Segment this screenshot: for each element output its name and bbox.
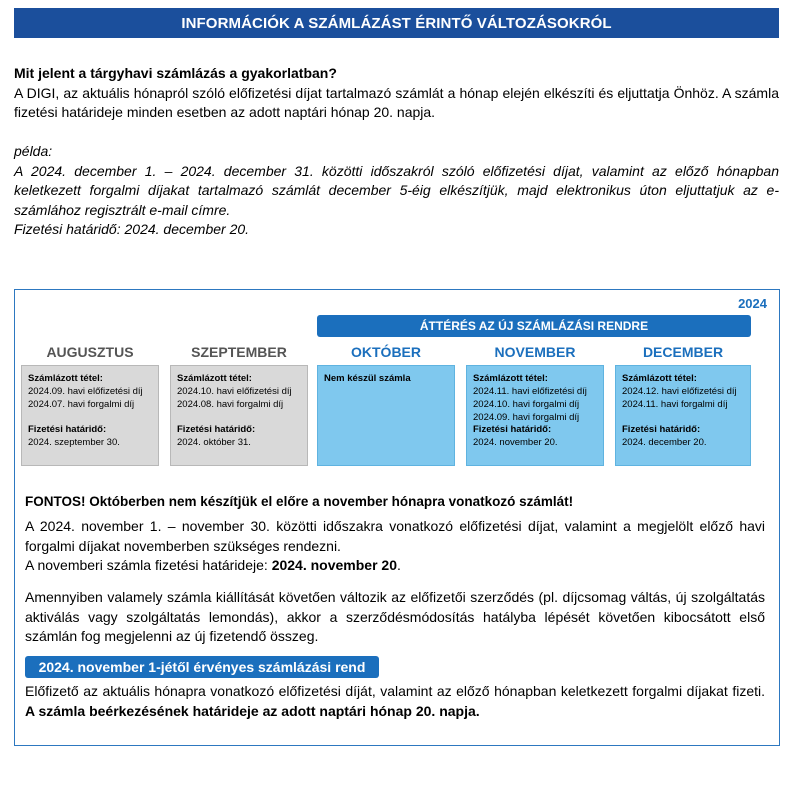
billed-item: 2024.09. havi előfizetési díj <box>28 386 143 397</box>
page-banner <box>14 8 779 38</box>
deadline-value: 2024. november 20. <box>473 437 558 448</box>
example-section <box>14 142 779 240</box>
billed-label: Számlázott tétel: <box>177 373 252 384</box>
intro-text: A DIGI, az aktuális hónapról szóló előfizetési díjat tartalmazó számlát a hónap elején elkészíti és eljuttatja Önhöz. A számla fizetési határideje minden esetben az adott naptári hónap 20. napja. <box>14 84 779 120</box>
month-card-november <box>466 365 604 466</box>
important-heading: FONTOS! Októberben nem készítjük el előre a november hónapra vonatkozó számlát! <box>25 494 574 509</box>
deadline-label: Fizetési határidő: <box>473 424 552 435</box>
intro-question: Mit jelent a tárgyhavi számlázás a gyakorlatban? <box>14 65 337 81</box>
billing-info-box <box>14 289 780 746</box>
billed-label: Számlázott tétel: <box>28 373 103 384</box>
deadline-date: 2024. november 20 <box>271 557 397 573</box>
billed-item: 2024.07. havi forgalmi díj <box>28 399 135 410</box>
new-rule-bold-text: A számla beérkezésének határideje az adott naptári hónap 20. napja. <box>25 702 480 719</box>
new-rule-label: 2024. november 1-jétől érvényes számlázási rend <box>38 659 366 675</box>
billed-item: 2024.08. havi forgalmi díj <box>177 399 284 410</box>
month-card-december <box>615 365 751 466</box>
deadline-label: Fizetési határidő: <box>622 424 701 435</box>
billed-item: 2024.11. havi előfizetési díj <box>473 386 587 397</box>
month-card-szeptember <box>170 365 308 466</box>
billed-label: Számlázott tétel: <box>622 373 697 384</box>
new-rule-banner <box>25 656 379 678</box>
new-rule-text: Előfizető az aktuális hónapra vonatkozó előfizetési díját, valamint az előző hónapban keletkezett forgalmi díjakat fizeti. <box>25 683 765 699</box>
deadline-label: Fizetési határidő: <box>28 424 107 435</box>
example-text: A 2024. december 1. – 2024. december 31. közötti időszakról szóló előfizetési díjat, valamint az előző hónapban keletkezett forgalmi díjakat tartalmazó számlát december 5-éig elkészítjük, majd elektronikus úton eljuttatjuk az e-számlához regisztrált e-mail címre. <box>14 162 779 218</box>
important-text: A 2024. november 1. – november 30. közötti időszakra vonatkozó előfizetési díjat, valamint a megjelölt előző havi forgalmi díjakat novemberben szükséges rendezni. <box>25 518 765 554</box>
month-title-november: NOVEMBER <box>494 344 576 360</box>
important-paragraph <box>25 517 765 576</box>
transition-banner <box>317 315 751 337</box>
billed-item: 2024.10. havi előfizetési díj <box>177 386 292 397</box>
month-title-december: DECEMBER <box>642 344 724 360</box>
billed-label: Számlázott tétel: <box>473 373 548 384</box>
month-title-augusztus: AUGUSZTUS <box>46 344 134 360</box>
deadline-value: 2024. december 20. <box>622 437 707 448</box>
contract-change-paragraph: Amennyiben valamely számla kiállítását követően változik az előfizetői szerződés (pl. díjcsomag váltás, új szolgáltatás aktiválás vagy szolgáltatás lemondás), akkor a szerződésmódosítás hatályba lépését követően kibocsátott első számlán fog megjelenni az új fizetendő összeg. <box>25 589 765 644</box>
no-invoice-label: Nem készül számla <box>324 373 411 384</box>
month-card-oktober <box>317 365 455 466</box>
transition-label: ÁTTÉRÉS AZ ÚJ SZÁMLÁZÁSI RENDRE <box>419 319 649 333</box>
month-card-augusztus <box>21 365 159 466</box>
banner-title: INFORMÁCIÓK A SZÁMLÁZÁST ÉRINTŐ VÁLTOZÁSOKRÓL <box>181 14 612 32</box>
deadline-value: 2024. szeptember 30. <box>28 437 120 448</box>
intro-section <box>14 64 779 123</box>
example-label: példa: <box>14 143 53 159</box>
billed-item: 2024.09. havi forgalmi díj <box>473 412 580 423</box>
billed-item: 2024.12. havi előfizetési díj <box>622 386 737 397</box>
timeline-year: 2024 <box>738 296 767 311</box>
billed-item: 2024.10. havi forgalmi díj <box>473 399 580 410</box>
billed-item: 2024.11. havi forgalmi díj <box>622 399 728 410</box>
new-rule-paragraph <box>25 682 765 721</box>
month-title-szeptember: SZEPTEMBER <box>191 344 287 360</box>
deadline-suffix: . <box>396 557 401 573</box>
month-title-oktober: OKTÓBER <box>351 344 421 360</box>
deadline-label: Fizetési határidő: <box>177 424 256 435</box>
deadline-prefix: A novemberi számla fizetési határideje: <box>25 557 272 573</box>
deadline-value: 2024. október 31. <box>177 437 251 448</box>
example-deadline: Fizetési határidő: 2024. december 20. <box>14 221 250 237</box>
